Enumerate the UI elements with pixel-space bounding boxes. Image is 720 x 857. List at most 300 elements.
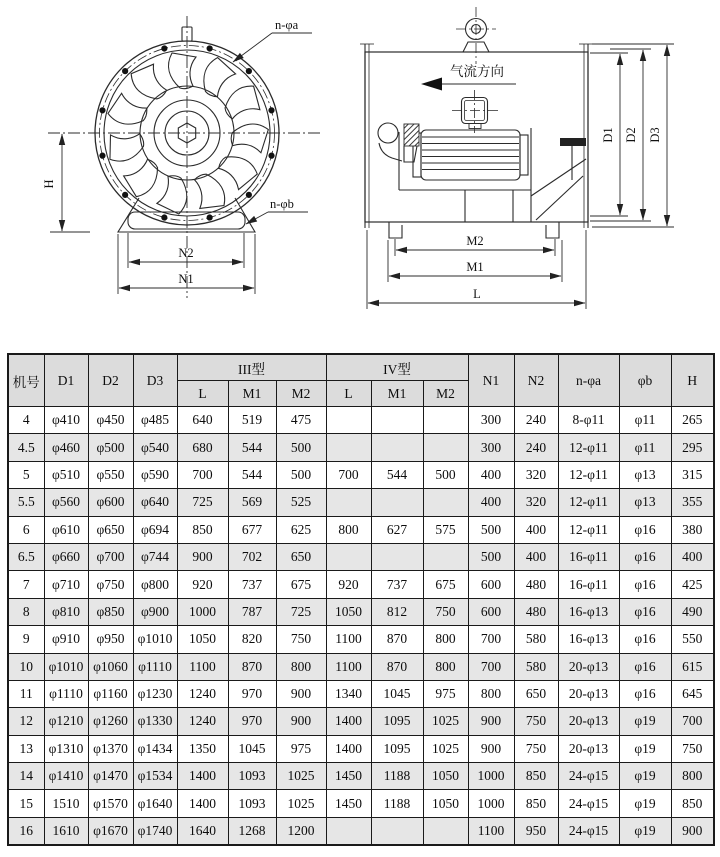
dimension-label-n1: N1 xyxy=(178,272,194,286)
table-cell: 600 xyxy=(468,571,514,598)
table-cell: 16 xyxy=(8,817,44,845)
table-cell: 600 xyxy=(468,598,514,625)
table-cell: φ19 xyxy=(619,763,671,790)
table-cell xyxy=(423,434,468,461)
table-cell: φ16 xyxy=(619,598,671,625)
table-cell: 1050 xyxy=(177,626,228,653)
table-cell: 400 xyxy=(468,489,514,516)
table-cell: 1240 xyxy=(177,680,228,707)
table-cell: φ600 xyxy=(88,489,133,516)
table-cell: φ510 xyxy=(44,461,88,488)
table-cell xyxy=(423,817,468,845)
table-cell xyxy=(326,543,371,570)
table-cell: 490 xyxy=(671,598,714,625)
motor-ribs xyxy=(422,137,519,170)
side-view-drawing xyxy=(360,7,674,309)
table-cell: 1095 xyxy=(371,735,423,762)
table-cell: 750 xyxy=(514,708,558,735)
table-cell: 15 xyxy=(8,790,44,817)
table-cell: 575 xyxy=(423,516,468,543)
table-cell: 680 xyxy=(177,434,228,461)
impeller-blades xyxy=(107,53,269,215)
table-cell: 812 xyxy=(371,598,423,625)
table-cell: 900 xyxy=(468,708,514,735)
table-cell: φ1570 xyxy=(88,790,133,817)
table-cell: 1025 xyxy=(423,735,468,762)
airflow-arrow-head xyxy=(421,78,442,91)
table-row xyxy=(8,489,714,516)
dimension-d2 xyxy=(590,49,651,221)
table-cell: 20-φ13 xyxy=(558,653,619,680)
table-cell: 650 xyxy=(514,680,558,707)
table-cell: 900 xyxy=(276,708,326,735)
table-cell: 569 xyxy=(228,489,276,516)
flange-holes-label: n-φa xyxy=(275,18,299,32)
table-cell: φ500 xyxy=(88,434,133,461)
table-cell: 1100 xyxy=(326,653,371,680)
table-cell: φ1534 xyxy=(133,763,177,790)
table-cell: 500 xyxy=(468,543,514,570)
table-row xyxy=(8,543,714,570)
table-cell: 787 xyxy=(228,598,276,625)
table-row xyxy=(8,817,714,845)
table-cell: 675 xyxy=(423,571,468,598)
table-cell: 800 xyxy=(423,626,468,653)
table-cell: φ19 xyxy=(619,708,671,735)
table-cell: 12 xyxy=(8,708,44,735)
table-row xyxy=(8,626,714,653)
table-cell: φ1110 xyxy=(133,653,177,680)
spec-table-body xyxy=(8,407,714,846)
table-cell xyxy=(371,489,423,516)
table-cell: 1093 xyxy=(228,790,276,817)
table-cell: φ650 xyxy=(88,516,133,543)
table-cell: φ19 xyxy=(619,790,671,817)
table-cell: φ1010 xyxy=(133,626,177,653)
table-cell: 8 xyxy=(8,598,44,625)
table-cell: 700 xyxy=(468,626,514,653)
table-cell: φ16 xyxy=(619,653,671,680)
table-cell: 500 xyxy=(276,461,326,488)
table-cell: 24-φ15 xyxy=(558,763,619,790)
table-cell: 544 xyxy=(371,461,423,488)
table-cell: φ610 xyxy=(44,516,88,543)
table-cell: 500 xyxy=(423,461,468,488)
table-cell: 900 xyxy=(671,817,714,845)
table-cell xyxy=(371,543,423,570)
base-pedestal xyxy=(118,198,255,232)
table-cell: φ1670 xyxy=(88,817,133,845)
table-cell: 500 xyxy=(468,516,514,543)
table-cell: 1025 xyxy=(423,708,468,735)
col-header-iv-m1: M1 xyxy=(371,381,423,407)
table-cell: 640 xyxy=(177,407,228,434)
col-header-d3: D3 xyxy=(133,354,177,407)
table-cell: 1025 xyxy=(276,790,326,817)
table-cell: 750 xyxy=(423,598,468,625)
table-cell: 677 xyxy=(228,516,276,543)
table-cell: φ11 xyxy=(619,434,671,461)
table-cell: 300 xyxy=(468,407,514,434)
table-cell: φ1160 xyxy=(88,680,133,707)
table-cell xyxy=(371,434,423,461)
table-cell: 870 xyxy=(371,653,423,680)
table-cell xyxy=(423,543,468,570)
table-cell: 1450 xyxy=(326,790,371,817)
table-cell: φ13 xyxy=(619,461,671,488)
table-cell: 1400 xyxy=(326,708,371,735)
table-cell: 950 xyxy=(514,817,558,845)
table-cell: 9 xyxy=(8,626,44,653)
table-cell: 920 xyxy=(326,571,371,598)
table-cell: 544 xyxy=(228,461,276,488)
table-cell: 1450 xyxy=(326,763,371,790)
table-cell: 800 xyxy=(671,763,714,790)
table-cell: 737 xyxy=(371,571,423,598)
col-header-iv-m2: M2 xyxy=(423,381,468,407)
table-cell xyxy=(371,407,423,434)
table-cell: 675 xyxy=(276,571,326,598)
table-cell: 400 xyxy=(514,516,558,543)
col-header-d2: D2 xyxy=(88,354,133,407)
col-header-iii-l: L xyxy=(177,381,228,407)
table-cell: φ16 xyxy=(619,680,671,707)
dimension-label-d1: D1 xyxy=(601,127,615,143)
table-cell: 800 xyxy=(276,653,326,680)
table-cell: φ1640 xyxy=(133,790,177,817)
table-cell: 1340 xyxy=(326,680,371,707)
table-cell: 870 xyxy=(371,626,423,653)
table-row xyxy=(8,516,714,543)
col-header-d1: D1 xyxy=(44,354,88,407)
dimension-n1 xyxy=(118,234,255,294)
table-cell: φ1110 xyxy=(44,680,88,707)
table-cell: 475 xyxy=(276,407,326,434)
col-header-n1: N1 xyxy=(468,354,514,407)
table-header xyxy=(8,354,714,407)
table-cell: 300 xyxy=(468,434,514,461)
table-cell: 500 xyxy=(276,434,326,461)
table-cell: φ13 xyxy=(619,489,671,516)
table-cell: 10 xyxy=(8,653,44,680)
table-cell: 16-φ13 xyxy=(558,626,619,653)
technical-drawings xyxy=(0,0,720,352)
table-cell: φ410 xyxy=(44,407,88,434)
motor-body xyxy=(421,130,520,180)
diffuser-vanes xyxy=(531,138,586,220)
table-row xyxy=(8,735,714,762)
dimension-label-h: H xyxy=(42,179,56,189)
table-cell: 315 xyxy=(671,461,714,488)
col-header-n-phi-a: n-φa xyxy=(558,354,619,407)
table-cell: 400 xyxy=(671,543,714,570)
table-cell: 700 xyxy=(326,461,371,488)
col-header-h: H xyxy=(671,354,714,407)
table-cell: 725 xyxy=(276,598,326,625)
table-cell: 1400 xyxy=(177,763,228,790)
table-cell: φ1260 xyxy=(88,708,133,735)
table-row xyxy=(8,708,714,735)
table-cell: φ19 xyxy=(619,817,671,845)
table-cell: 1000 xyxy=(177,598,228,625)
table-cell: 900 xyxy=(177,543,228,570)
table-cell: 1050 xyxy=(423,763,468,790)
airflow-direction xyxy=(421,63,516,91)
col-header-iv-l: L xyxy=(326,381,371,407)
table-cell: 615 xyxy=(671,653,714,680)
table-cell: 12-φ11 xyxy=(558,516,619,543)
table-row xyxy=(8,790,714,817)
table-row xyxy=(8,680,714,707)
table-cell: 820 xyxy=(228,626,276,653)
table-cell: 1100 xyxy=(326,626,371,653)
table-cell: 970 xyxy=(228,680,276,707)
table-cell: 12-φ11 xyxy=(558,461,619,488)
table-cell: 1000 xyxy=(468,763,514,790)
table-cell: 1000 xyxy=(468,790,514,817)
table-cell: φ1230 xyxy=(133,680,177,707)
dimension-h xyxy=(42,134,90,232)
table-cell: 16-φ11 xyxy=(558,571,619,598)
table-cell: 13 xyxy=(8,735,44,762)
table-cell: 975 xyxy=(423,680,468,707)
table-cell: φ640 xyxy=(133,489,177,516)
table-cell: φ16 xyxy=(619,543,671,570)
table-cell: 750 xyxy=(671,735,714,762)
table-cell: φ700 xyxy=(88,543,133,570)
table-cell: φ1370 xyxy=(88,735,133,762)
callout-flange-holes xyxy=(233,18,312,62)
table-cell: 850 xyxy=(177,516,228,543)
table-cell: 425 xyxy=(671,571,714,598)
table-row xyxy=(8,763,714,790)
table-row xyxy=(8,571,714,598)
table-cell: 355 xyxy=(671,489,714,516)
table-cell: 550 xyxy=(671,626,714,653)
table-cell: 7 xyxy=(8,571,44,598)
lifting-eye-bolt xyxy=(456,7,496,64)
dimension-d1 xyxy=(590,53,628,216)
table-cell: 700 xyxy=(468,653,514,680)
dimension-label-m2: M2 xyxy=(466,234,484,248)
table-cell: 625 xyxy=(276,516,326,543)
dimension-table-section xyxy=(7,353,713,846)
table-row xyxy=(8,407,714,434)
table-cell: 240 xyxy=(514,434,558,461)
table-cell: φ810 xyxy=(44,598,88,625)
table-cell: φ11 xyxy=(619,407,671,434)
table-cell: 737 xyxy=(228,571,276,598)
table-cell: 24-φ15 xyxy=(558,790,619,817)
table-cell: 1400 xyxy=(326,735,371,762)
table-cell: 1268 xyxy=(228,817,276,845)
table-cell: 265 xyxy=(671,407,714,434)
table-cell: 12-φ11 xyxy=(558,489,619,516)
table-cell: 400 xyxy=(514,543,558,570)
table-cell: 16-φ13 xyxy=(558,598,619,625)
table-cell: φ1010 xyxy=(44,653,88,680)
table-cell: 5.5 xyxy=(8,489,44,516)
table-cell: φ1060 xyxy=(88,653,133,680)
table-cell: 12-φ11 xyxy=(558,434,619,461)
table-cell: φ1410 xyxy=(44,763,88,790)
table-row xyxy=(8,461,714,488)
table-cell: 850 xyxy=(671,790,714,817)
table-cell: 870 xyxy=(228,653,276,680)
table-cell: φ1310 xyxy=(44,735,88,762)
table-cell: 580 xyxy=(514,626,558,653)
table-row xyxy=(8,598,714,625)
dimension-m2 xyxy=(395,234,555,256)
table-cell: 6.5 xyxy=(8,543,44,570)
table-cell: 380 xyxy=(671,516,714,543)
table-cell: 1100 xyxy=(468,817,514,845)
table-cell: 627 xyxy=(371,516,423,543)
table-cell: 645 xyxy=(671,680,714,707)
table-cell: φ744 xyxy=(133,543,177,570)
table-cell: φ1470 xyxy=(88,763,133,790)
table-cell: 400 xyxy=(468,461,514,488)
table-cell: φ850 xyxy=(88,598,133,625)
table-cell: φ750 xyxy=(88,571,133,598)
table-cell: 850 xyxy=(514,790,558,817)
table-cell: 1025 xyxy=(276,763,326,790)
airflow-direction-label: 气流方向 xyxy=(450,64,504,79)
table-cell: 1188 xyxy=(371,763,423,790)
table-cell xyxy=(423,489,468,516)
col-header-machine-no: 机号 xyxy=(8,354,44,407)
table-cell: 1050 xyxy=(423,790,468,817)
table-cell: 4 xyxy=(8,407,44,434)
table-cell: 320 xyxy=(514,489,558,516)
table-cell: φ910 xyxy=(44,626,88,653)
table-cell: 1400 xyxy=(177,790,228,817)
table-cell: 519 xyxy=(228,407,276,434)
col-header-iii-m1: M1 xyxy=(228,381,276,407)
table-cell: φ16 xyxy=(619,571,671,598)
table-row xyxy=(8,653,714,680)
dimension-label-d2: D2 xyxy=(624,127,638,143)
table-cell: 5 xyxy=(8,461,44,488)
table-cell: 1100 xyxy=(177,653,228,680)
table-cell: φ1210 xyxy=(44,708,88,735)
dimension-label-l: L xyxy=(473,287,481,301)
dimension-n2 xyxy=(128,233,244,268)
table-cell: 900 xyxy=(276,680,326,707)
table-cell: 295 xyxy=(671,434,714,461)
table-cell: 544 xyxy=(228,434,276,461)
motor-end-cap-right xyxy=(520,135,528,175)
table-cell: 975 xyxy=(276,735,326,762)
table-cell xyxy=(371,817,423,845)
table-cell: 525 xyxy=(276,489,326,516)
table-cell: φ950 xyxy=(88,626,133,653)
table-cell: 580 xyxy=(514,653,558,680)
table-cell: 970 xyxy=(228,708,276,735)
table-cell: 6 xyxy=(8,516,44,543)
dimension-label-m1: M1 xyxy=(466,260,484,274)
table-cell: 20-φ13 xyxy=(558,708,619,735)
table-cell: 850 xyxy=(514,763,558,790)
table-row xyxy=(8,434,714,461)
table-cell: 1240 xyxy=(177,708,228,735)
table-cell: 320 xyxy=(514,461,558,488)
table-cell: φ540 xyxy=(133,434,177,461)
table-cell: φ590 xyxy=(133,461,177,488)
table-cell: φ1330 xyxy=(133,708,177,735)
front-view-drawing xyxy=(42,16,322,298)
table-cell: 1050 xyxy=(326,598,371,625)
table-cell: 480 xyxy=(514,598,558,625)
table-cell: φ660 xyxy=(44,543,88,570)
table-cell xyxy=(326,434,371,461)
callout-base-holes xyxy=(246,197,308,224)
table-cell: φ694 xyxy=(133,516,177,543)
table-cell: 700 xyxy=(177,461,228,488)
table-cell: 1640 xyxy=(177,817,228,845)
table-cell: 1093 xyxy=(228,763,276,790)
table-cell: 24-φ15 xyxy=(558,817,619,845)
dimensions-table xyxy=(7,353,715,846)
table-cell xyxy=(423,407,468,434)
col-group-type-iii: III型 xyxy=(177,354,326,381)
table-cell: φ800 xyxy=(133,571,177,598)
dimension-label-n2: N2 xyxy=(178,246,194,260)
table-cell: 1188 xyxy=(371,790,423,817)
table-cell: 800 xyxy=(423,653,468,680)
table-cell: 480 xyxy=(514,571,558,598)
table-cell: φ710 xyxy=(44,571,88,598)
fan-drawings-svg xyxy=(0,0,720,352)
table-cell xyxy=(326,407,371,434)
table-cell: 16-φ11 xyxy=(558,543,619,570)
table-cell: 1045 xyxy=(228,735,276,762)
table-cell: φ16 xyxy=(619,516,671,543)
table-cell: 800 xyxy=(326,516,371,543)
table-cell: 1510 xyxy=(44,790,88,817)
table-cell: 11 xyxy=(8,680,44,707)
table-cell: 8-φ11 xyxy=(558,407,619,434)
table-cell: 650 xyxy=(276,543,326,570)
table-cell: 750 xyxy=(514,735,558,762)
table-cell: φ460 xyxy=(44,434,88,461)
table-cell: 20-φ13 xyxy=(558,680,619,707)
table-cell: 920 xyxy=(177,571,228,598)
table-cell: φ1740 xyxy=(133,817,177,845)
col-header-phi-b: φb xyxy=(619,354,671,407)
table-cell: φ485 xyxy=(133,407,177,434)
table-cell: 240 xyxy=(514,407,558,434)
base-holes-label: n-φb xyxy=(270,197,294,211)
table-cell: 1200 xyxy=(276,817,326,845)
table-cell: 900 xyxy=(468,735,514,762)
table-cell: 702 xyxy=(228,543,276,570)
table-cell: 20-φ13 xyxy=(558,735,619,762)
table-cell: 800 xyxy=(468,680,514,707)
col-group-type-iv: IV型 xyxy=(326,354,468,381)
table-cell: 700 xyxy=(671,708,714,735)
table-cell xyxy=(326,817,371,845)
table-cell: 4.5 xyxy=(8,434,44,461)
table-cell: 750 xyxy=(276,626,326,653)
table-cell: φ450 xyxy=(88,407,133,434)
table-cell: 1610 xyxy=(44,817,88,845)
table-cell: 1045 xyxy=(371,680,423,707)
table-cell: φ550 xyxy=(88,461,133,488)
table-cell: 1095 xyxy=(371,708,423,735)
table-cell: 1350 xyxy=(177,735,228,762)
dimension-label-d3: D3 xyxy=(648,127,662,143)
